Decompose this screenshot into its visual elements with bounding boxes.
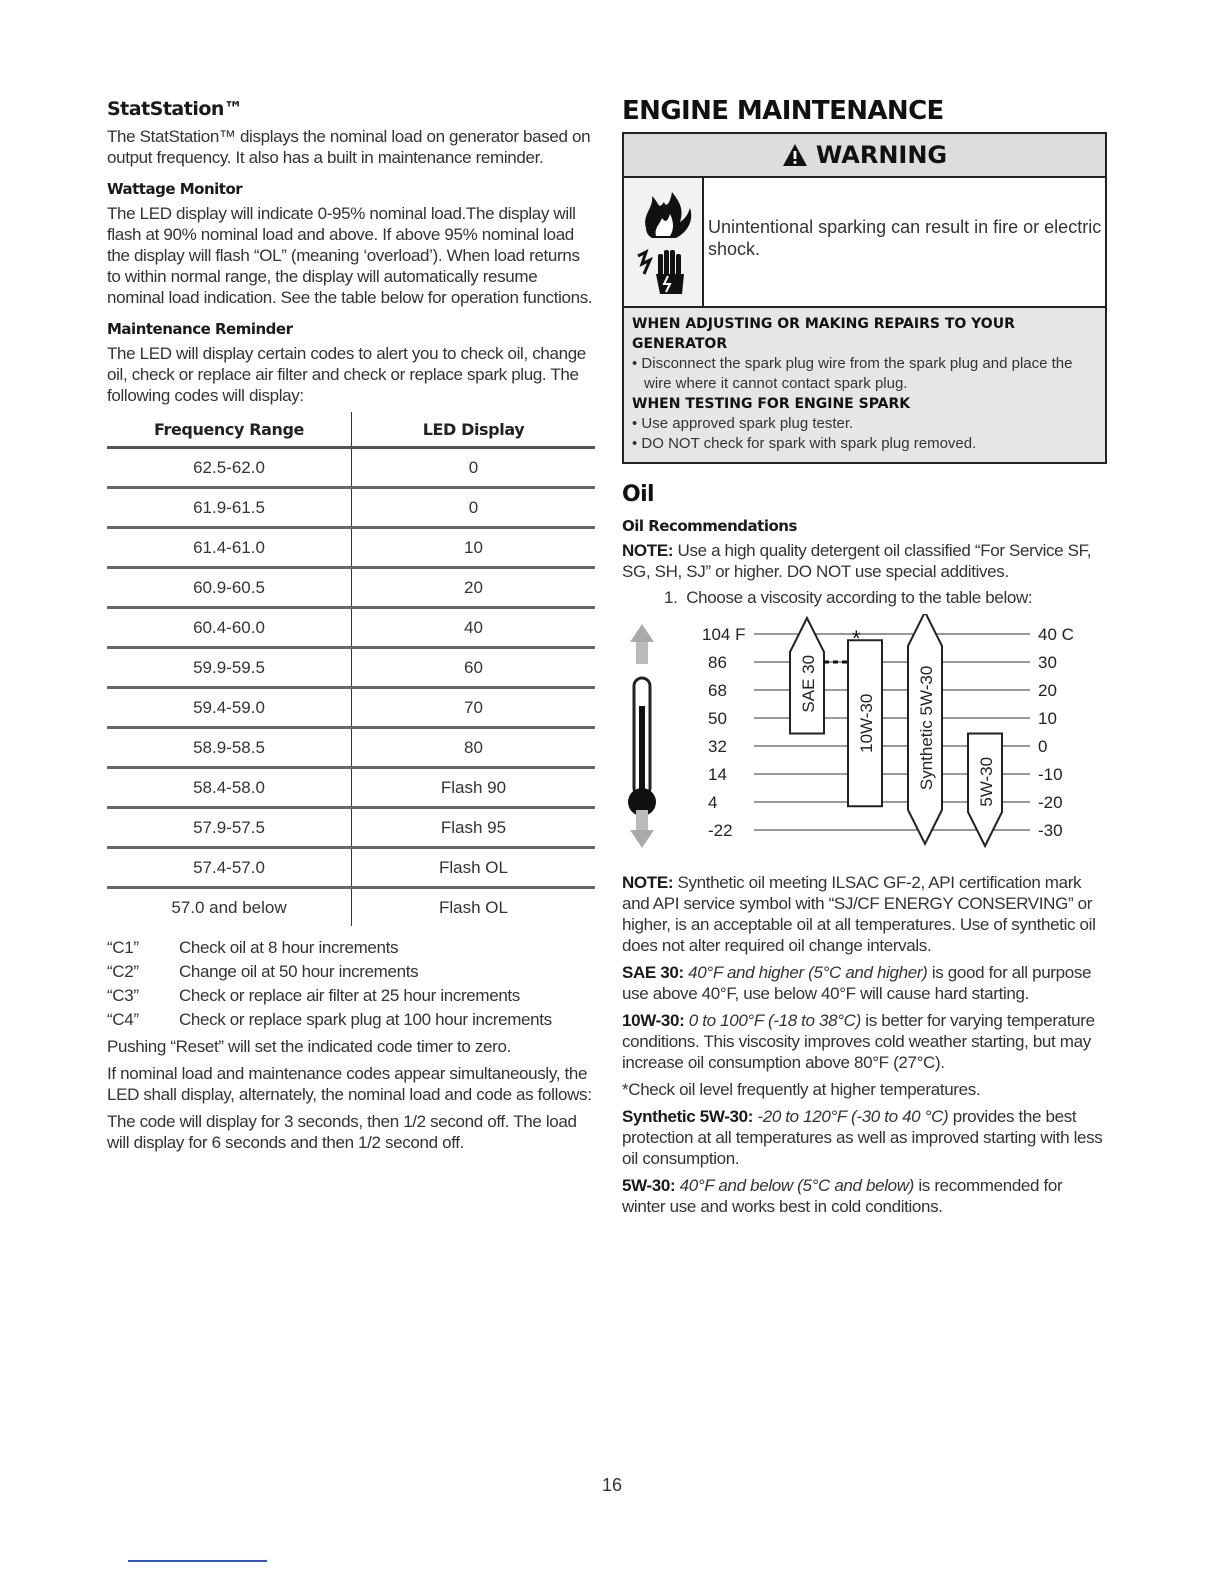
table-row [107,848,595,888]
fahrenheit-label: 86 [708,653,727,672]
code-description: Check or replace spark plug at 100 hour increments [179,1010,552,1029]
thermometer-icon [628,624,656,848]
warning-section-repairs-title: WHEN ADJUSTING OR MAKING REPAIRS TO YOUR GENERATOR [632,316,1015,352]
fahrenheit-label: 4 [708,793,718,812]
led-display-cell: Flash OL [352,848,596,888]
frequency-range-cell: 59.9-59.5 [107,648,352,688]
fahrenheit-label: 104 F [702,625,746,644]
frequency-range-cell: 61.9-61.5 [107,488,352,528]
star-note: *Check oil level frequently at higher temperatures. [622,1080,981,1099]
frequency-range-cell: 61.4-61.0 [107,528,352,568]
code-item [107,960,595,984]
fahrenheit-label: 68 [708,681,727,700]
5w30-paragraph: 5W-30: 40°F and below (5°C and below) is recommended for winter use and works best in cold conditions. [622,1176,1063,1216]
frequency-range-cell: 57.4-57.0 [107,848,352,888]
table-row [107,488,595,528]
led-display-cell: 70 [352,688,596,728]
engine-maintenance-title: ENGINE MAINTENANCE [622,96,944,126]
code-description: Change oil at 50 hour increments [179,962,419,981]
frequency-range-cell: 62.5-62.0 [107,448,352,488]
celsius-label: -20 [1038,793,1063,812]
table-row [107,448,595,488]
led-display-cell: Flash 90 [352,768,596,808]
viscosity-chart [622,614,1107,866]
viscosity-grade-label: 10W-30 [857,693,876,753]
code-description: Check or replace air filter at 25 hour increments [179,986,520,1005]
10w30-paragraph: 10W-30: 0 to 100°F (-18 to 38°C) is better for varying temperature conditions. This viscosity improves cold weather starting, but may increase oil consumption above 80°F (27°C). [622,1011,1095,1072]
header-led-display: LED Display [352,412,596,448]
header-frequency-range: Frequency Range [107,412,352,448]
footer-rule [128,1560,267,1562]
simultaneous-text: If nominal load and maintenance codes appear simultaneously, the LED shall display, alternately, the nominal load and code as follows: [107,1064,592,1104]
celsius-label: 20 [1038,681,1057,700]
table-row [107,608,595,648]
fahrenheit-label: 50 [708,709,727,728]
led-display-cell: 80 [352,728,596,768]
celsius-label: 30 [1038,653,1057,672]
warning-box [622,132,1107,464]
frequency-range-cell: 57.0 and below [107,888,352,927]
code-label: “C3” [107,986,139,1005]
warning-message: Unintentional sparking can result in fire or electric shock. [708,217,1102,259]
synthetic-paragraph: Synthetic 5W-30: -20 to 120°F (-30 to 40 °C) provides the best protection at all temperatures as well as improved starting with less oil consumption. [622,1107,1103,1168]
viscosity-step: 1. Choose a viscosity according to the table below: [664,588,1033,607]
wattage-monitor-title: Wattage Monitor [107,180,243,198]
oil-note-1: NOTE: Use a high quality detergent oil classified “For Service SF, SG, SH, SJ” or higher. DO NOT use special additives. [622,541,1092,581]
table-row [107,688,595,728]
led-display-cell: 60 [352,648,596,688]
led-display-cell: 10 [352,528,596,568]
warning-section-spark-title: WHEN TESTING FOR ENGINE SPARK [632,396,911,412]
frequency-range-cell: 59.4-59.0 [107,688,352,728]
table-row [107,768,595,808]
code-item [107,936,595,960]
engine-maintenance-section [622,96,1107,1223]
code-label: “C1” [107,938,139,957]
viscosity-grade-label: SAE 30 [799,654,818,713]
table-row [107,528,595,568]
led-display-cell: Flash OL [439,897,508,917]
viscosity-bar [968,734,1002,846]
frequency-range-cell: 57.9-57.5 [107,808,352,848]
oil-title: Oil [622,482,654,507]
table-row [107,568,595,608]
page-number: 16 [601,1475,623,1495]
led-display-cell: 0 [352,488,596,528]
sae30-paragraph: SAE 30: 40°F and higher (5°C and higher) is good for all purpose use above 40°F, use below 40°F will cause hard starting. [622,963,1092,1003]
frequency-range-cell: 60.9-60.5 [107,568,352,608]
viscosity-bar [908,614,942,844]
warning-header [624,134,1105,178]
warning-triangle-icon [782,143,808,167]
code-label: “C2” [107,962,139,981]
timing-text: The code will display for 3 seconds, then 1/2 second off. The load will display for 6 seconds and then 1/2 second off. [107,1112,577,1152]
viscosity-grade-label: Synthetic 5W-30 [917,665,936,791]
maintenance-reminder-title: Maintenance Reminder [107,320,293,338]
celsius-label: 10 [1038,709,1057,728]
code-label: “C4” [107,1010,139,1029]
frequency-range-cell: 58.9-58.5 [107,728,352,768]
celsius-label: 40 C [1038,625,1074,644]
warning-bullet: • DO NOT check for spark with spark plug removed. [632,435,977,452]
fahrenheit-label: 14 [708,765,727,784]
statstation-intro: The StatStation™ displays the nominal load on generator based on output frequency. It also has a built in maintenance reminder. [107,127,591,167]
warning-bullet: • Disconnect the spark plug wire from the spark plug and place the wire where it cannot contact spark plug. [632,355,1073,392]
table-row [107,888,595,927]
viscosity-bar [848,640,882,806]
reset-text: Pushing “Reset” will set the indicated code timer to zero. [107,1037,511,1056]
code-description: Check oil at 8 hour increments [179,938,399,957]
table-row [107,648,595,688]
led-display-cell: 40 [352,608,596,648]
table-row [107,808,595,848]
table-row [107,728,595,768]
oil-recommendations-title: Oil Recommendations [622,517,797,535]
code-list [107,936,595,1032]
viscosity-bar [790,618,824,734]
oil-note-2: NOTE: Synthetic oil meeting ILSAC GF-2, API certification mark and API service symbol with “SJ/CF ENERGY CONSERVING” or higher, is an acceptable oil at all temperatures. Use of synthetic oil does not alter required oil change intervals. [622,873,1096,955]
fahrenheit-label: -22 [708,821,733,840]
viscosity-grade-label: 5W-30 [977,756,996,807]
celsius-label: -10 [1038,765,1063,784]
led-display-cell: Flash 95 [352,808,596,848]
table-header-row [107,412,595,448]
warning-bullet: • Use approved spark plug tester. [632,415,854,432]
frequency-range-cell: 60.4-60.0 [107,608,352,648]
led-display-cell: 20 [352,568,596,608]
fahrenheit-label: 32 [708,737,727,756]
code-item [107,984,595,1008]
statstation-title: StatStation™ [107,98,243,120]
star-mark: * [852,626,861,651]
celsius-label: 0 [1038,737,1048,756]
frequency-table [107,412,595,926]
wattage-monitor-text: The LED display will indicate 0-95% nominal load.The display will flash at 90% nominal load and above. If above 95% nominal load the display will flash “OL” (meaning ‘overload’). When load returns to within normal range, the display will automatically resume nominal load indication. See the table below for operation functions. [107,204,593,307]
celsius-label: -30 [1038,821,1063,840]
code-item [107,1008,595,1032]
led-display-cell: 0 [352,448,596,488]
maintenance-reminder-text: The LED will display certain codes to alert you to check oil, change oil, check or replace air filter and check or replace spark plug. The following codes will display: [107,344,586,405]
warning-heading: WARNING [815,141,948,169]
frequency-range-cell: 58.4-58.0 [107,768,352,808]
fire-shock-icon [624,178,704,306]
statstation-section [107,96,595,1159]
